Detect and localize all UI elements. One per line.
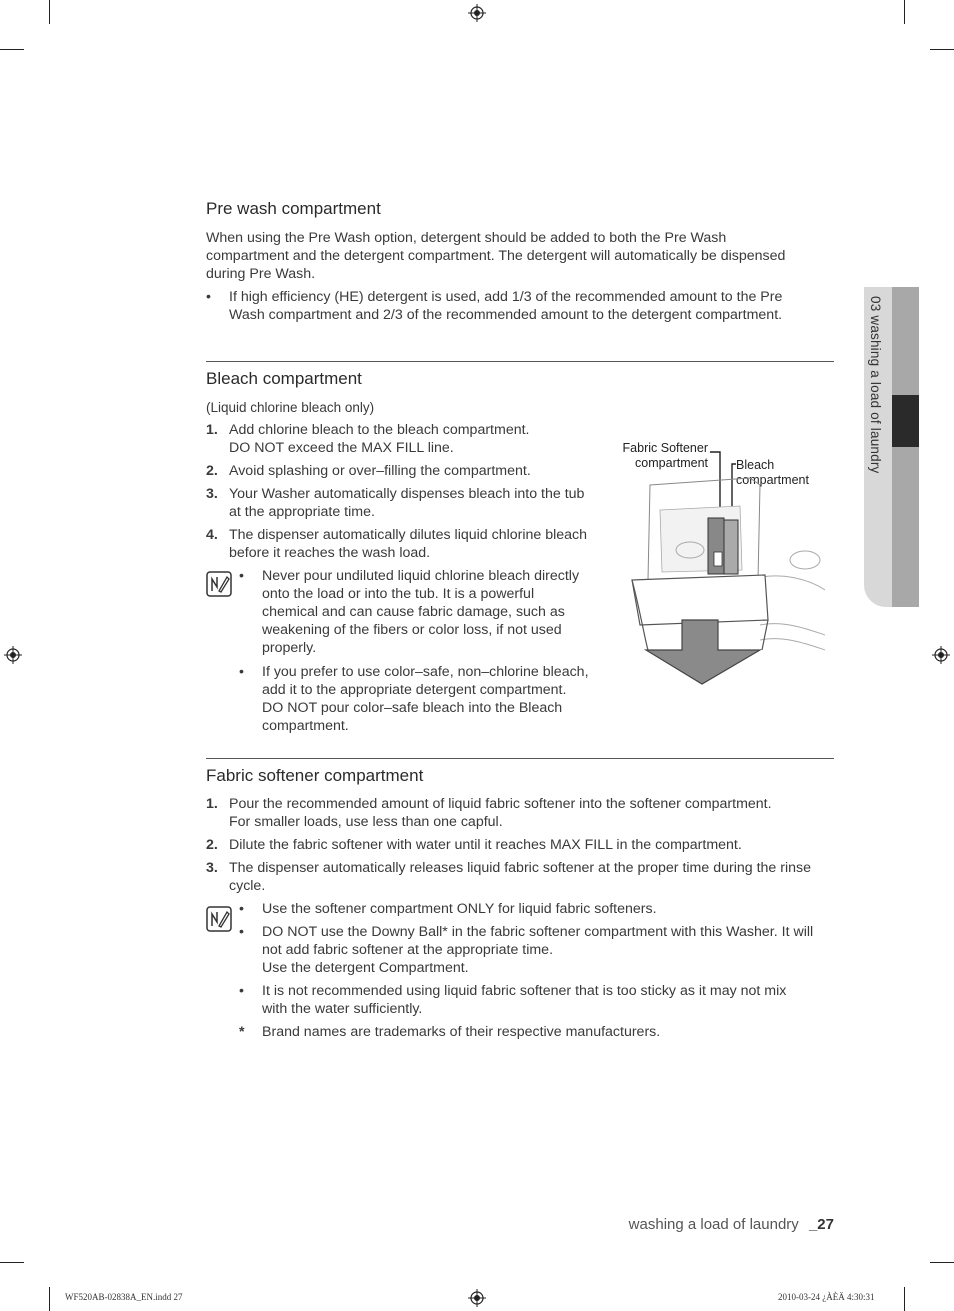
text-line: cycle. — [229, 878, 266, 894]
step-number: 3. — [206, 860, 218, 876]
registration-mark-icon — [4, 646, 22, 664]
text-line: For smaller loads, use less than one capful. — [229, 814, 503, 830]
text-line: compartment. — [262, 718, 349, 734]
note-text — [262, 923, 813, 977]
slug-left: WF520AB-02838A_EN.indd 27 — [65, 1292, 183, 1302]
note-text — [262, 567, 579, 657]
intro-text: (Liquid chlorine bleach only) — [206, 400, 375, 415]
list-item-text — [229, 288, 782, 324]
registration-mark-icon — [932, 646, 950, 664]
note-item — [239, 982, 839, 1017]
chapter-tab-bar — [892, 287, 919, 607]
text-line: Wash compartment and 2/3 of the recommended amount to the detergent compartment. — [229, 307, 783, 323]
section-divider — [206, 361, 834, 362]
footnote-mark: * — [239, 1024, 245, 1040]
bullet: • — [239, 983, 244, 999]
step-number: 1. — [206, 422, 218, 438]
text-line: Dilute the fabric softener with water until it reaches MAX FILL in the compartment. — [229, 837, 742, 853]
slug-right: 2010-03-24 ¿ÀÈÄ 4:30:31 — [778, 1292, 875, 1302]
footer-section: washing a load of laundry — [628, 1216, 799, 1233]
text-line: Bleach — [736, 458, 775, 472]
crop-mark — [930, 49, 954, 50]
paragraph-line: When using the Pre Wash option, detergent should be added to both the Pre Wash — [206, 230, 727, 246]
list-item — [206, 462, 606, 480]
note-text — [262, 900, 657, 918]
dispenser-diagram — [610, 440, 825, 690]
text-line: at the appropriate time. — [229, 504, 375, 520]
text-line: before it reaches the wash load. — [229, 545, 431, 561]
list-item-text — [229, 462, 531, 480]
text-line: DO NOT use the Downy Ball* in the fabric softener compartment with this Washer. It will — [262, 924, 814, 940]
text-line: DO NOT pour color–safe bleach into the Bleach — [262, 700, 563, 716]
text-line: The dispenser automatically releases liquid fabric softener at the proper time during the rinse — [229, 860, 811, 876]
crop-mark — [49, 0, 50, 24]
text-line: Use the detergent Compartment. — [262, 960, 469, 976]
text-line: Never pour undiluted liquid chlorine bleach directly — [262, 568, 580, 584]
step-number: 2. — [206, 463, 218, 479]
text-line: compartment — [635, 456, 708, 470]
text-line: Avoid splashing or over–filling the compartment. — [229, 463, 531, 479]
list-item-text — [229, 485, 584, 521]
section-heading-pre-wash: Pre wash compartment — [206, 199, 381, 218]
text-line: chemical and can cause fabric damage, such as — [262, 604, 565, 620]
text-line: with the water sufficiently. — [262, 1001, 423, 1017]
footnote-text: Brand names are trademarks of their respective manufacturers. — [262, 1024, 661, 1040]
crop-mark — [49, 1287, 50, 1311]
text-line: If high efficiency (HE) detergent is used, add 1/3 of the recommended amount to the Pre — [229, 289, 783, 305]
list-item — [206, 421, 606, 456]
footnote — [239, 1023, 839, 1041]
bullet: • — [239, 568, 244, 584]
note-item — [239, 567, 609, 656]
crop-mark — [904, 1287, 905, 1311]
section-heading-softener: Fabric softener compartment — [206, 766, 424, 785]
list-item — [206, 795, 836, 830]
crop-mark — [904, 0, 905, 24]
note-text — [262, 982, 786, 1018]
page-number: _27 — [808, 1216, 834, 1233]
text-line: add it to the appropriate detergent compartment. — [262, 682, 567, 698]
text-line: If you prefer to use color–safe, non–chlorine bleach, — [262, 664, 589, 680]
page-footer — [629, 1216, 834, 1233]
text-line: onto the load or into the tub. It is a powerful — [262, 586, 535, 602]
chapter-tab-marker — [892, 395, 919, 447]
crop-mark — [0, 1262, 24, 1263]
text-line: DO NOT exceed the MAX FILL line. — [229, 440, 454, 456]
note-icon — [206, 906, 232, 932]
text-line: The dispenser automatically dilutes liquid chlorine bleach — [229, 527, 588, 543]
step-number: 1. — [206, 796, 218, 812]
text-line: compartment — [736, 473, 809, 487]
text-line: properly. — [262, 640, 317, 656]
registration-mark-icon — [468, 4, 486, 22]
text-line: Fabric Softener — [622, 441, 708, 455]
chapter-tab-label: 03 washing a load of laundry — [868, 296, 883, 474]
text-line: not add fabric softener at the appropriate time. — [262, 942, 554, 958]
list-item-text — [229, 421, 529, 457]
text-line: Pour the recommended amount of liquid fabric softener into the softener compartment. — [229, 796, 772, 812]
step-number: 2. — [206, 837, 218, 853]
note-item — [239, 663, 609, 734]
text-line: Your Washer automatically dispenses bleach into the tub — [229, 486, 585, 502]
note-item — [239, 923, 839, 976]
note-item — [239, 900, 839, 918]
list-item — [206, 526, 606, 561]
registration-mark-icon — [468, 1289, 486, 1307]
crop-mark — [0, 49, 24, 50]
list-item-text — [229, 836, 742, 854]
text-line: weakening of the fibers or color loss, if not used — [262, 622, 562, 638]
list-item-text — [229, 859, 811, 895]
list-item — [206, 288, 826, 323]
note-icon — [206, 571, 232, 597]
text-line: It is not recommended using liquid fabric softener that is too sticky as it may not mix — [262, 983, 787, 999]
crop-mark — [930, 1262, 954, 1263]
section-divider — [206, 758, 834, 759]
list-item — [206, 485, 606, 520]
step-number: 4. — [206, 527, 218, 543]
text-line: Add chlorine bleach to the bleach compartment. — [229, 422, 530, 438]
bullet: • — [206, 289, 211, 305]
paragraph-line: compartment and the detergent compartment. The detergent will automatically be dispensed — [206, 248, 786, 264]
list-item — [206, 836, 836, 854]
text-line: Use the softener compartment ONLY for liquid fabric softeners. — [262, 901, 657, 917]
list-item-text — [229, 526, 587, 562]
paragraph-line: during Pre Wash. — [206, 266, 316, 282]
section-heading-bleach: Bleach compartment — [206, 369, 362, 388]
bullet: • — [239, 901, 244, 917]
list-item-text — [229, 795, 772, 831]
list-item — [206, 859, 836, 894]
bullet: • — [239, 664, 244, 680]
step-number: 3. — [206, 486, 218, 502]
bullet: • — [239, 924, 244, 940]
note-text — [262, 663, 589, 735]
